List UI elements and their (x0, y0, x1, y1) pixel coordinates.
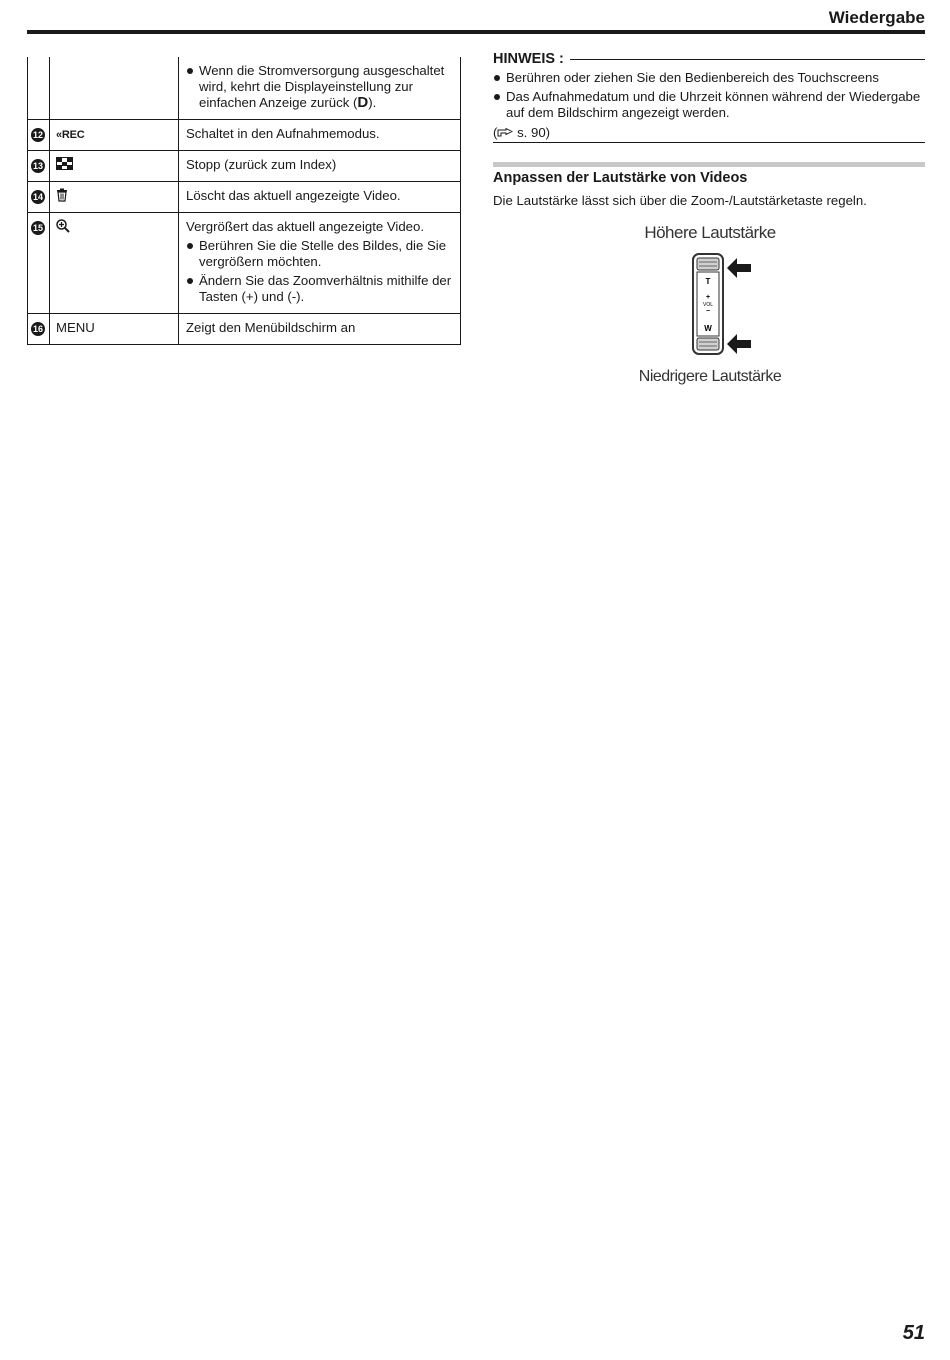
section-heading: Anpassen der Lautstärke von Videos (493, 170, 748, 186)
row-description: Vergrößert das aktuell angezeigte Video. (186, 219, 425, 234)
row-number-badge: 16 (32, 324, 43, 334)
table-row (28, 314, 461, 345)
row-number-badge: 14 (32, 192, 43, 202)
row-description: Zeigt den Menübildschirm an (179, 314, 461, 345)
section-divider-bar (493, 162, 925, 167)
row-number-badge: 13 (32, 161, 43, 171)
list-item: Berühren oder ziehen Sie den Bedienbereich des Touchscreens (493, 70, 925, 86)
lever-vol-label: VOL (702, 302, 714, 308)
display-mode-d-icon: D (357, 94, 369, 111)
lever-minus-label: − (705, 308, 711, 315)
zoom-volume-lever-illustration (685, 252, 755, 358)
lever-w-label: W (704, 324, 712, 333)
menu-label: MENU (50, 314, 179, 345)
note-heading: HINWEIS : (493, 51, 564, 67)
arrow-up-volume-icon (727, 258, 751, 278)
playback-controls-table (27, 57, 461, 345)
volume-down-label: Niedrigere Lautstärke (638, 368, 782, 385)
header-rule (27, 30, 925, 34)
list-item: Berühren Sie die Stelle des Bildes, die Sie vergrößern möchten. (186, 238, 454, 270)
list-item: Wenn die Stromversorgung ausgeschaltet wird, kehrt die Displayeinstellung zur einfachen Anzeige zurück (D). (186, 63, 454, 111)
section-paragraph: Die Lautstärke lässt sich über die Zoom-/Lautstärketaste regeln. (493, 193, 867, 208)
list-item: Ändern Sie das Zoomverhältnis mithilfe der Tasten (+) und (-). (186, 273, 454, 305)
list-item: Das Aufnahmedatum und die Uhrzeit können während der Wiedergabe auf dem Bildschirm angezeigt werden. (493, 89, 925, 121)
arrow-down-volume-icon (727, 334, 751, 354)
index-grid-icon (56, 157, 73, 170)
note-divider (570, 59, 925, 60)
row-description: Stopp (zurück zum Index) (179, 151, 461, 182)
lever-t-label: T (705, 277, 711, 286)
note-bottom-rule (493, 142, 925, 143)
note-list (493, 70, 925, 124)
page-number: 51 (902, 1322, 925, 1344)
table-row (28, 151, 461, 182)
table-row (28, 120, 461, 151)
page-reference-link[interactable]: s. 90 (517, 125, 546, 140)
page-reference: ( s. 90) (493, 125, 551, 140)
record-mode-icon: «REC (56, 129, 85, 141)
table-row (28, 182, 461, 213)
pointing-hand-icon (497, 127, 513, 137)
lever-plus-label: + (705, 294, 711, 301)
row-description: Löscht das aktuell angezeigte Video. (179, 182, 461, 213)
table-row (28, 57, 461, 120)
trash-icon (56, 188, 68, 202)
section-header-title: Wiedergabe (828, 8, 925, 27)
row-description: Schaltet in den Aufnahmemodus. (179, 120, 461, 151)
row-number-badge: 15 (32, 223, 43, 233)
volume-up-label: Höhere Lautstärke (644, 223, 776, 242)
zoom-in-icon (56, 219, 70, 233)
table-row (28, 213, 461, 314)
row-number-badge: 12 (32, 130, 43, 140)
